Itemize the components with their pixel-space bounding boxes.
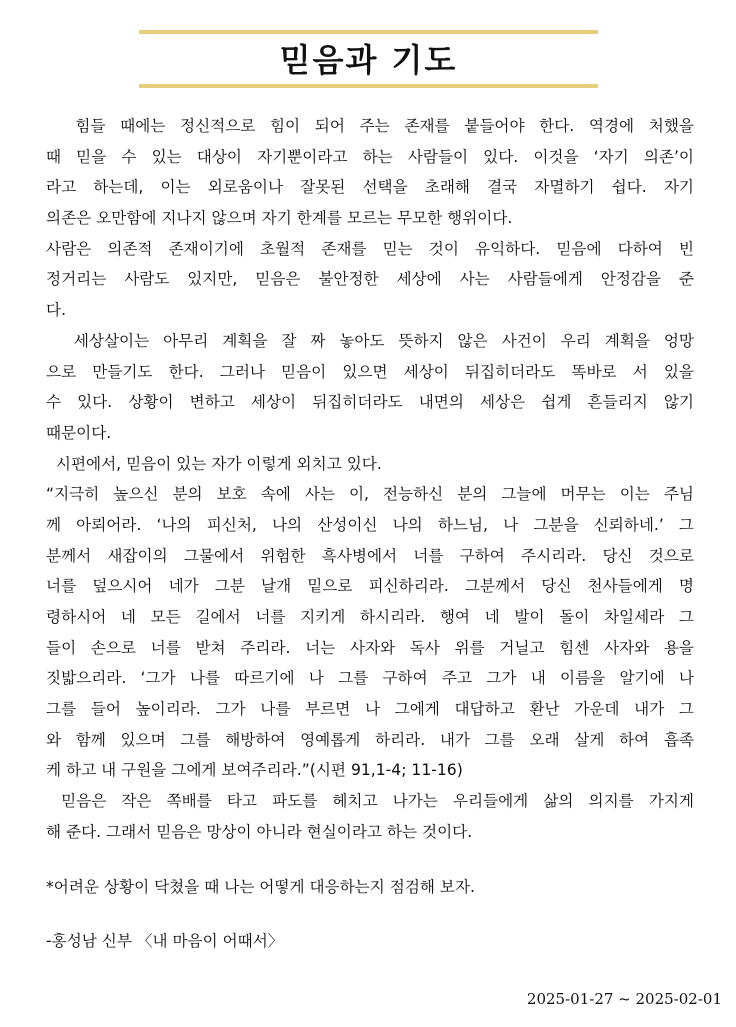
text-line: 다. — [46, 301, 67, 320]
body-text — [46, 111, 694, 957]
text-line: 사람은 의존적 존재이기에 초월적 존재를 믿는 것이 유익하다. 믿음에 다하여 빈 — [46, 239, 694, 258]
text-line: 와 함께 있으며 그를 해방하여 영예롭게 하리라. 내가 그를 오래 살게 하여 흡족 — [46, 730, 694, 749]
spacer — [46, 848, 694, 872]
text-line: 때 믿을 수 있는 대상이 자기뿐이라고 하는 사람들이 있다. 이것을 ‘자기 의존’이 — [46, 147, 694, 166]
text-line: 세상살이는 아무리 계획을 잘 짜 놓아도 뜻하지 않은 사건이 우리 계획을 엉망 — [46, 331, 694, 350]
text-line: 시편에서, 믿음이 있는 자가 이렇게 외치고 있다. — [46, 454, 382, 473]
spacer — [46, 902, 694, 926]
text-line: 너를 덮으시어 네가 그분 날개 밑으로 피신하리라. 그분께서 당신 천사들에게 명 — [46, 577, 694, 596]
title-rule-top — [139, 30, 598, 34]
reflection-note: *어려운 상황이 닥쳤을 때 나는 어떻게 대응하는지 점검해 보자. — [46, 877, 475, 896]
page-title: 믿음과 기도 — [279, 41, 458, 79]
text-line: 라고 하는데, 이는 외로움이나 잘못된 선택을 초래해 결국 자멸하기 쉽다. 자기 — [46, 178, 694, 197]
title-rule-bottom — [139, 84, 598, 88]
text-line: “지극히 높으신 분의 보호 속에 사는 이, 전능하신 분의 그늘에 머무는 이는 주님 — [46, 485, 694, 504]
text-line: 정거리는 사람도 있지만, 믿음은 불안정한 세상에 사는 사람들에게 안정감을 준 — [46, 270, 694, 289]
text-line: 힘들 때에는 정신적으로 힘이 되어 주는 존재를 붙들어야 한다. 역경에 처했을 — [46, 117, 694, 135]
text-line: 분께서 새잡이의 그물에서 위험한 흑사병에서 너를 구하여 주시리라. 당신 것으로 — [46, 546, 694, 565]
text-line: 수 있다. 상황이 변하고 세상이 뒤집히더라도 내면의 세상은 쉽게 흔들리지 않기 — [46, 393, 694, 412]
text-line: 그를 들어 높이리라. 그가 나를 부르면 나 그에게 대답하고 환난 가운데 내가 그 — [46, 700, 694, 719]
text-line: 짓밟으리라. ‘그가 나를 따르기에 나 그를 구하여 주고 그가 내 이름을 알기에 나 — [46, 669, 694, 688]
text-line: 의존은 오만함에 지나지 않으며 자기 한계를 모르는 무모한 행위이다. — [46, 209, 513, 228]
text-line: 해 준다. 그래서 믿음은 망상이 아니라 현실이라고 하는 것이다. — [46, 822, 473, 841]
text-line: 령하시어 네 모든 길에서 너를 지키게 하시리라. 행여 네 발이 돌이 차일세라 그 — [46, 608, 694, 626]
paragraph-lines — [46, 111, 694, 848]
text-line: 으로 만들기도 한다. 그러나 믿음이 있으면 세상이 뒤집히더라도 똑바로 서 있을 — [46, 362, 694, 381]
text-line: 믿음은 작은 쪽배를 타고 파도를 헤치고 나가는 우리들에게 삶의 의지를 가지게 — [46, 792, 694, 811]
text-line: 때문이다. — [46, 423, 112, 442]
title-block — [139, 30, 598, 88]
date-range: 2025-01-27 ~ 2025-02-01 — [526, 990, 722, 1008]
text-line: 케 하고 내 구원을 그에게 보여주리라.”(시편 91,1-4; 11-16) — [46, 761, 463, 780]
text-line: 들이 손으로 너를 받쳐 주리라. 너는 사자와 독사 위를 거닐고 힘센 사자와 용을 — [46, 638, 694, 657]
text-line: 께 아뢰어라. ‘나의 피신처, 나의 산성이신 나의 하느님, 나 그분을 신뢰하네.’ 그 — [46, 515, 694, 534]
author-signature: -홍성남 신부 〈내 마음이 어때서〉 — [46, 932, 284, 951]
